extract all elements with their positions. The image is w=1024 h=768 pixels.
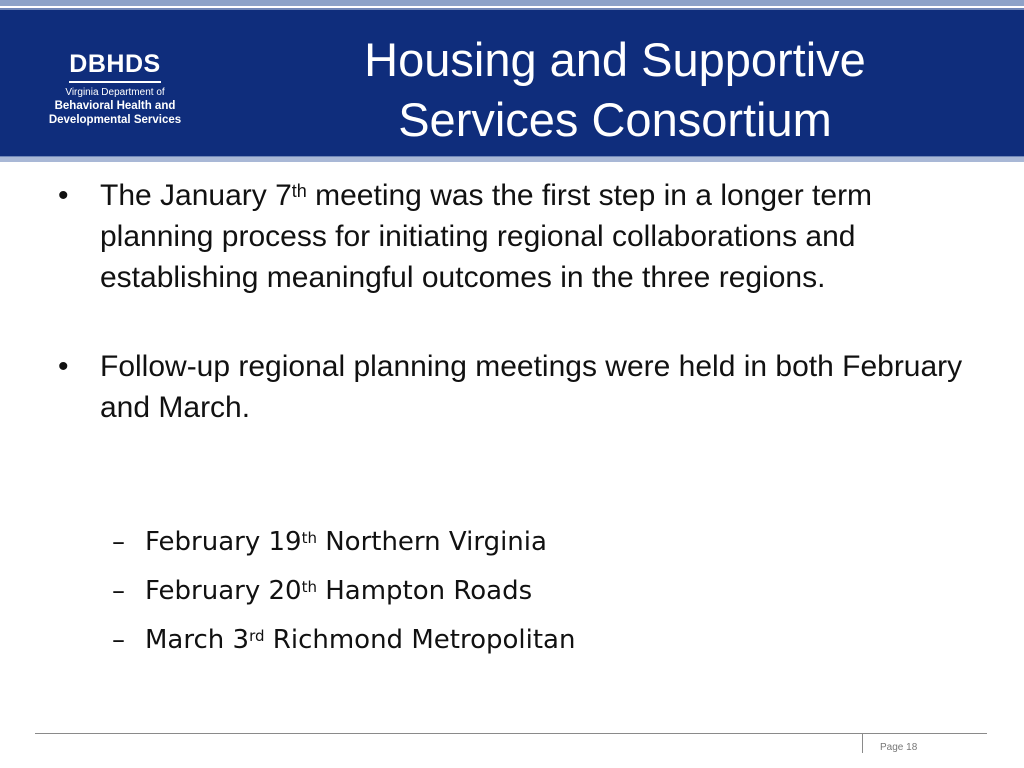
logo-line-2: Behavioral Health and [54, 100, 176, 112]
meeting-date-list [112, 520, 912, 667]
list-item [112, 520, 912, 569]
bullet-dot: • [58, 350, 69, 383]
slide-header [0, 0, 1024, 162]
bullet-text-before: The January 7 [100, 179, 292, 212]
bullet-text-after: meeting was the first step in a longer term planning process for initiating regional collaborations and establishing meaningful outcomes in the three regions. [100, 179, 873, 294]
item-superscript: th [301, 578, 317, 596]
bullet-superscript: th [291, 181, 307, 201]
header-top-rule [0, 0, 1024, 6]
item-superscript: th [301, 529, 317, 547]
item-superscript: rd [249, 627, 265, 645]
item-text-before: February 20 [145, 576, 302, 606]
title-line-1: Housing and Supportive [364, 33, 866, 86]
dash-marker: – [112, 527, 125, 557]
page-number: Page 18 [880, 742, 918, 753]
dash-marker: – [112, 576, 125, 606]
footer-rule [35, 733, 987, 734]
slide-title [290, 30, 940, 150]
item-text-after: Northern Virginia [316, 527, 547, 557]
footer-divider [862, 733, 863, 753]
header-bottom-rule [0, 157, 1024, 162]
bullet-list [52, 175, 972, 428]
item-text-after: Hampton Roads [316, 576, 533, 606]
bullet-item [52, 346, 972, 428]
item-text-before: February 19 [145, 527, 302, 557]
title-line-2: Services Consortium [398, 93, 832, 146]
dash-marker: – [112, 625, 125, 655]
dbhds-logo [30, 50, 200, 126]
bullet-text: Follow-up regional planning meetings were held in both February and March. [100, 350, 963, 424]
list-item [112, 618, 912, 667]
bullet-item [52, 175, 972, 298]
list-item [112, 569, 912, 618]
item-text-after: Richmond Metropolitan [264, 625, 576, 655]
item-text-before: March 3 [145, 625, 250, 655]
bullet-dot: • [58, 179, 69, 212]
logo-line-3: Developmental Services [48, 114, 182, 126]
logo-name: DBHDS [69, 50, 160, 83]
header-band [0, 8, 1024, 158]
logo-line-1: Virginia Department of [65, 87, 165, 98]
